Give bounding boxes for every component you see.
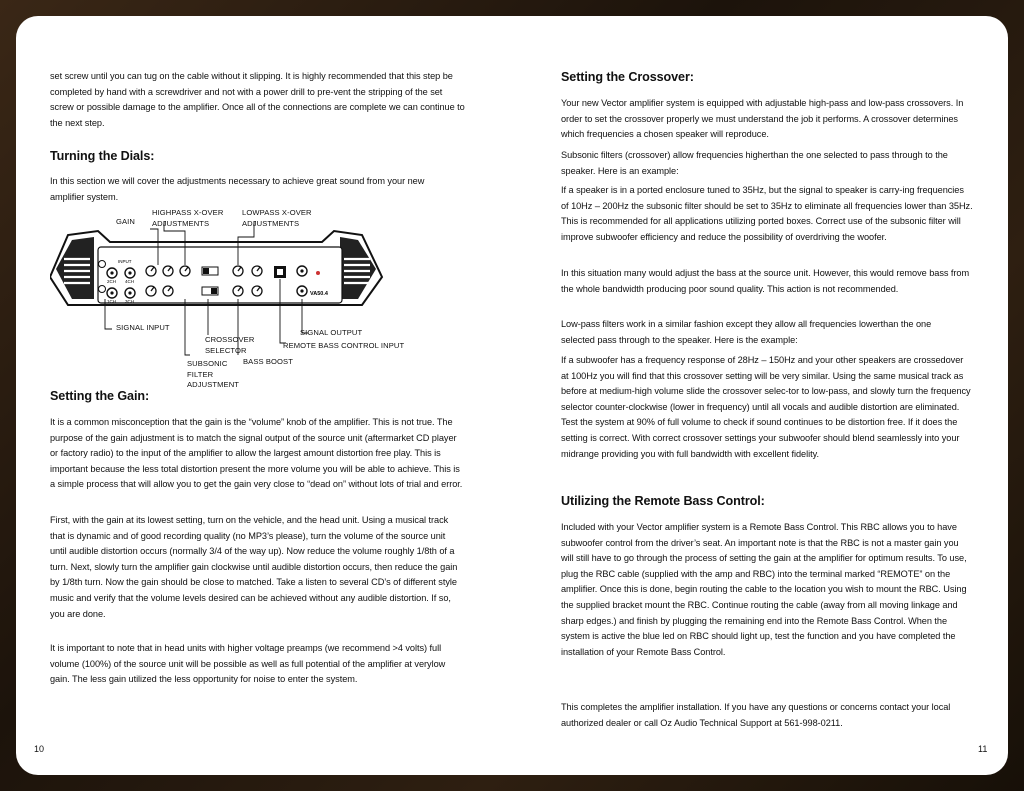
setting-crossover-heading: Setting the Crossover: xyxy=(561,70,694,84)
model-label: VA50.4 xyxy=(310,291,328,297)
input-label: INPUT xyxy=(118,259,132,264)
crossover-paragraph-5: Low-pass filters work in a similar fashion except they allow all frequencies lowerthan the one selected pass through to the speaker. Here is the example: xyxy=(561,319,932,345)
label-bass-boost: BASS BOOST xyxy=(243,357,293,366)
page-number-right: 11 xyxy=(978,744,988,754)
page-number-left: 10 xyxy=(34,744,45,754)
turning-dials-heading: Turning the Dials: xyxy=(50,149,155,163)
ch4-label: 4CH xyxy=(125,279,135,284)
label-lowpass: LOWPASS X-OVER ADJUSTMENTS xyxy=(242,208,312,228)
setting-gain-heading: Setting the Gain: xyxy=(50,389,150,403)
gain-paragraph-3: It is important to note that in head units with higher voltage preamps (we recommend >4 volts) full volume (100%) of the source unit will be possible as well as full potential of the amplifier at verylow gain. The less gain utilized the less opportunity for noise to enter the system. xyxy=(50,643,446,685)
ch3-label: 3CH xyxy=(125,299,135,304)
label-crossover-selector: CROSSOVER SELECTOR xyxy=(205,335,255,355)
ch2-label: 2CH xyxy=(107,279,117,284)
remote-bass-paragraph: Included with your Vector amplifier system is a Remote Bass Control. This RBC allows you to have subwoofer control from the driver’s seat. An important note is that the RBC is not a master gain you will still have to go through the process of setting the gain at the amplifier for optimum results. To use, plug the RBC cable (supplied with the amp and RBC) into the terminal marked “REMOTE” on the amplifier. Once this is done, begin routing the cable to the location you wish to mount the RBC. Using the supplied bracket mount the RBC. Continue routing the cable (away from all moving linkage and sharp edges.) and finish by plugging the remaining end into the Remote Bass Control. When the system is active the blue led on RBC should light up, test the function and you have completed the installation of your Remote Bass Control. xyxy=(561,522,967,657)
crossover-paragraph-3: If a speaker is in a ported enclosure tuned to 35Hz, but the signal to speaker is carry-ing frequencies of 10Hz – 200Hz the subsonic filter should be set to 35Hz to eliminate all frequencies lower than 35Hz. This is recommended for all applications utilizing ported boxes. Correct use of the subsonic filter will improve subwoofer efficiency and reduce the possibility of overdriving the woofer. xyxy=(561,185,973,242)
crossover-paragraph-1: Your new Vector amplifier system is equipped with adjustable high-pass and low-pass crossovers. In order to set the crossover properly we must understand the job it performs. A crossover determines which frequencies a chosen speaker will reproduce. xyxy=(561,98,964,140)
label-highpass: HIGHPASS X-OVER ADJUSTMENTS xyxy=(152,208,224,228)
turning-dials-text: In this section we will cover the adjustments necessary to achieve great sound from your new amplifier system. xyxy=(50,176,425,202)
crossover-paragraph-4: In this situation many would adjust the bass at the source unit. However, this would remove bass from the whole bandwidth producing poor sound quality. This action is not recommended. xyxy=(561,268,970,294)
label-signal-output: SIGNAL OUTPUT xyxy=(300,328,363,337)
document-spread xyxy=(16,16,1008,775)
closing-paragraph: This completes the amplifier installation. If you have any questions or concerns contact your local authorized dealer or call Oz Audio Technical Support at 561-998-0211. xyxy=(561,702,951,728)
gain-paragraph-1: It is a common misconception that the gain is the “volume” knob of the amplifier. This is not true. The purpose of the gain adjustment is to match the signal output of the source unit (aftermarket CD player or factory radio) to the input of the amplifier to allow the largest amount distortion free play. This is important because the less total distortion present the more volume you will be able to achieve. This is a simple process that will allow you to get the gain very close to “dead on” without lots of trial and error. xyxy=(50,417,463,490)
remote-bass-heading: Utilizing the Remote Bass Control: xyxy=(561,494,765,508)
crossover-paragraph-2: Subsonic filters (crossover) allow frequencies higherthan the one selected to pass through to the speaker. Here is an example: xyxy=(561,150,948,176)
label-gain: GAIN xyxy=(116,217,135,226)
ch1-label: 1CH xyxy=(107,299,117,304)
label-subsonic: SUBSONIC FILTER ADJUSTMENT xyxy=(187,359,240,389)
label-remote-bass: REMOTE BASS CONTROL INPUT xyxy=(283,341,405,350)
gain-paragraph-2: First, with the gain at its lowest setting, turn on the vehicle, and the head unit. Using a musical track that is dynamic and of good recording quality (no MP3’s please), turn the volume of the source unit until audible distortion occurs (normally 3/4 of the way up). Now reduce the volume roughly 1/8th of a turn. Next, slowly turn the amplifier gain clockwise until audible distortion occurs, then reduce the gain by 1/8th turn. Now the gain should be close to matched. Take a listen to several CD’s of different style music and verify that the volume levels desired can be achieved without any audible distortion. If so, you are done. xyxy=(50,515,458,619)
crossover-paragraph-6: If a subwoofer has a frequency response of 28Hz – 150Hz and your other speakers are crossedover at 100Hz you will find that this crossover setting will be very similar. Using the same musical track as before at medium-high volume slide the crossover selec-tor to low-pass, and slowly turn the frequency selector counter-clockwise (lower in frequency) until all vocals and audible distortion are eliminated. Test the system at 90% of full volume to check if sound continues to be distortion free. If it does the setting is correct. With correct crossover settings your subwoofer should blend seamlessly into your midrange providing you with full bandwidth with excellent fidelity. xyxy=(561,355,971,459)
amplifier-diagram xyxy=(50,207,466,389)
label-signal-input: SIGNAL INPUT xyxy=(116,323,170,332)
intro-paragraph: set screw until you can tug on the cable without it slipping. It is highly recommended that this step be completed by hand with a screwdriver and not with a power drill to pre-vent the stripping of the set screw or possible damage to the amplifier. Once all of the connections are complete we can continue to the next step. xyxy=(50,71,465,128)
